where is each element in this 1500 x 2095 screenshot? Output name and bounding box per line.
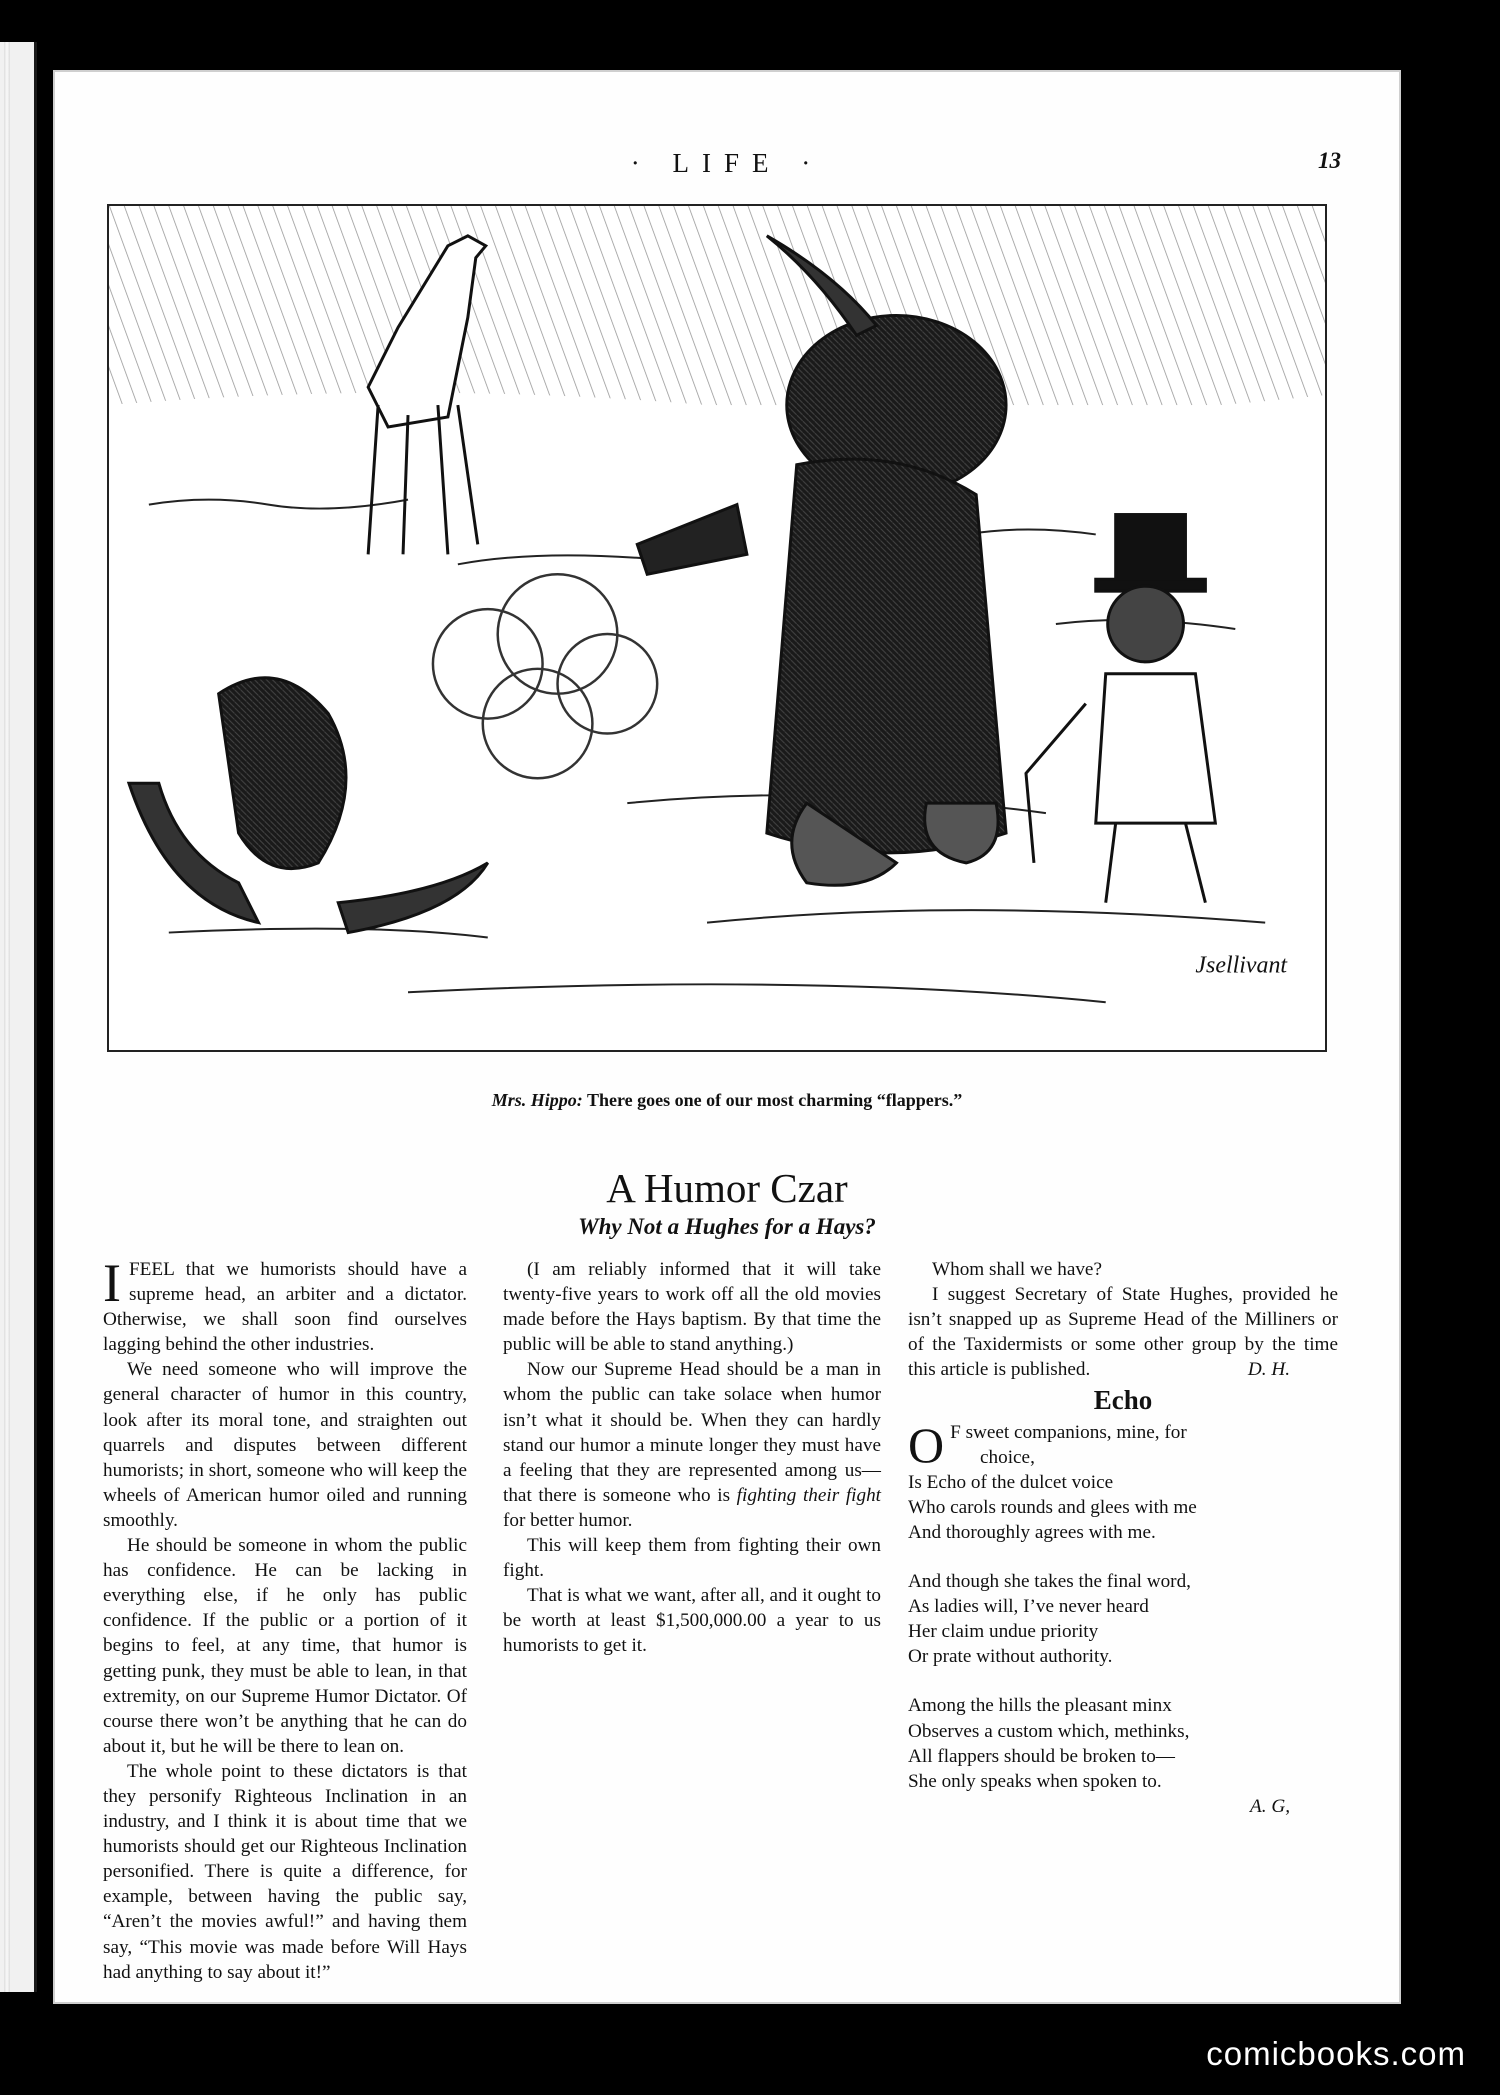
site-watermark: comicbooks.com [1206, 2035, 1466, 2072]
poem-line: She only speaks when spoken to. [908, 1770, 1162, 1792]
poem-stanza-3 [908, 1693, 1338, 1793]
cartoon-illustration [107, 204, 1327, 1052]
poem-line: Among the hills the pleasant minx [908, 1695, 1172, 1717]
poem-drop-cap: O [908, 1416, 945, 1473]
article-title: A Humor Czar [606, 1165, 848, 1211]
paragraph-6-text-a: Now our Supreme Head should be a man in whom the public can take solace when humor isn’t what it should be. When they can hardly stand our humor a minute longer they must have a feeling that they are represented among us—that there is someone who is [503, 1359, 881, 1506]
artist-signature: Jsellivant [1195, 952, 1288, 979]
poem-stanza-2 [908, 1569, 1338, 1669]
facing-page-edge [0, 42, 37, 1992]
poem-line: And thoroughly agrees with me. [908, 1521, 1156, 1543]
paragraph-1-text: FEEL that we humorists should have a supreme head, an arbiter and a dictator. Otherwise, we shall soon find ourselves lagging behind the other industries. [103, 1259, 467, 1356]
page-header [55, 148, 1399, 188]
cartoon-drawing [109, 206, 1325, 1050]
paragraph-6 [503, 1357, 881, 1533]
article-subtitle: Why Not a Hughes for a Hays? [578, 1214, 876, 1239]
article-column-3 [908, 1257, 1338, 1819]
article-column-1 [103, 1253, 467, 1985]
paragraph-9: Whom shall we have? [932, 1259, 1102, 1280]
paragraph-1 [103, 1253, 467, 1357]
drop-cap: I [103, 1253, 121, 1313]
paragraph-8: That is what we want, after all, and it ought to be worth at least $1,500,000.00 a year to us humorists to get it. [503, 1585, 881, 1657]
article-column-2 [503, 1257, 881, 1659]
page-number: 13 [1318, 148, 1341, 173]
poem-signature: A. G, [1250, 1795, 1290, 1817]
poem-line: Is Echo of the dulcet voice [908, 1471, 1114, 1493]
caption-text: There goes one of our most charming “flappers.” [586, 1090, 963, 1110]
poem-line: F sweet companions, mine, for [950, 1421, 1187, 1443]
poem [908, 1416, 1338, 1819]
poem-line: Observes a custom which, methinks, [908, 1720, 1190, 1742]
poem-title: Echo [1093, 1385, 1153, 1416]
paragraph-10 [908, 1282, 1338, 1382]
poem-line: All flappers should be broken to— [908, 1745, 1175, 1767]
paragraph-4: The whole point to these dictators is that they personify Righteous Inclination in an industry, and I think it is about time that we humorists should get our Righteous Inclination personified. There is quite a difference, for example, between having the public say, “Aren’t the movies awful!” and having them say, “This movie was made before Will Hays had anything to say about it!” [103, 1760, 467, 1983]
poem-line: choice, [980, 1446, 1035, 1468]
paragraph-5: (I am reliably informed that it will take twenty-five years to work off all the old movies made before the Hays baptism. By that time the public will be able to stand anything.) [503, 1259, 881, 1356]
poem-line: Or prate without authority. [908, 1646, 1113, 1668]
paragraph-6-emphasis: fighting their fight [736, 1484, 882, 1506]
paragraph-10-text: I suggest Secretary of State Hughes, provided he isn’t snapped up as Supreme Head of the Milliners or of the Taxidermists or some other group by the time this article is published. [908, 1284, 1338, 1381]
poem-line: Her claim undue priority [908, 1621, 1099, 1643]
cartoon-caption [55, 1090, 1399, 1111]
page-spine [4, 42, 10, 1992]
poem-line: And though she takes the final word, [908, 1571, 1191, 1593]
article-signature: D. H. [1247, 1359, 1290, 1381]
paragraph-6-text-b: for better humor. [503, 1509, 633, 1531]
magazine-page [53, 70, 1401, 2004]
paragraph-2: We need someone who will improve the general character of humor in this country, look after its moral tone, and straighten out quarrels and disputes between different humorists; in short, someone who will keep the wheels of American humor oiled and running smoothly. [103, 1359, 467, 1531]
poem-stanza-1 [908, 1416, 1338, 1545]
paragraph-3: He should be someone in whom the public has confidence. He can be lacking in everything else, if he only has public confidence. If the public or a portion of it begins to feel, at any time, that humor is getting punk, they must be able to lean, in that extremity, on our Supreme Humor Dictator. Of course there won’t be anything that he can do about it, but he will be there to lean on. [103, 1535, 467, 1757]
caption-speaker: Mrs. Hippo: [491, 1090, 583, 1110]
paragraph-7: This will keep them from fighting their own fight. [503, 1535, 881, 1582]
poem-line: As ladies will, I’ve never heard [908, 1596, 1149, 1618]
running-head: · LIFE · [630, 148, 824, 178]
poem-line: Who carols rounds and glees with me [908, 1496, 1197, 1518]
